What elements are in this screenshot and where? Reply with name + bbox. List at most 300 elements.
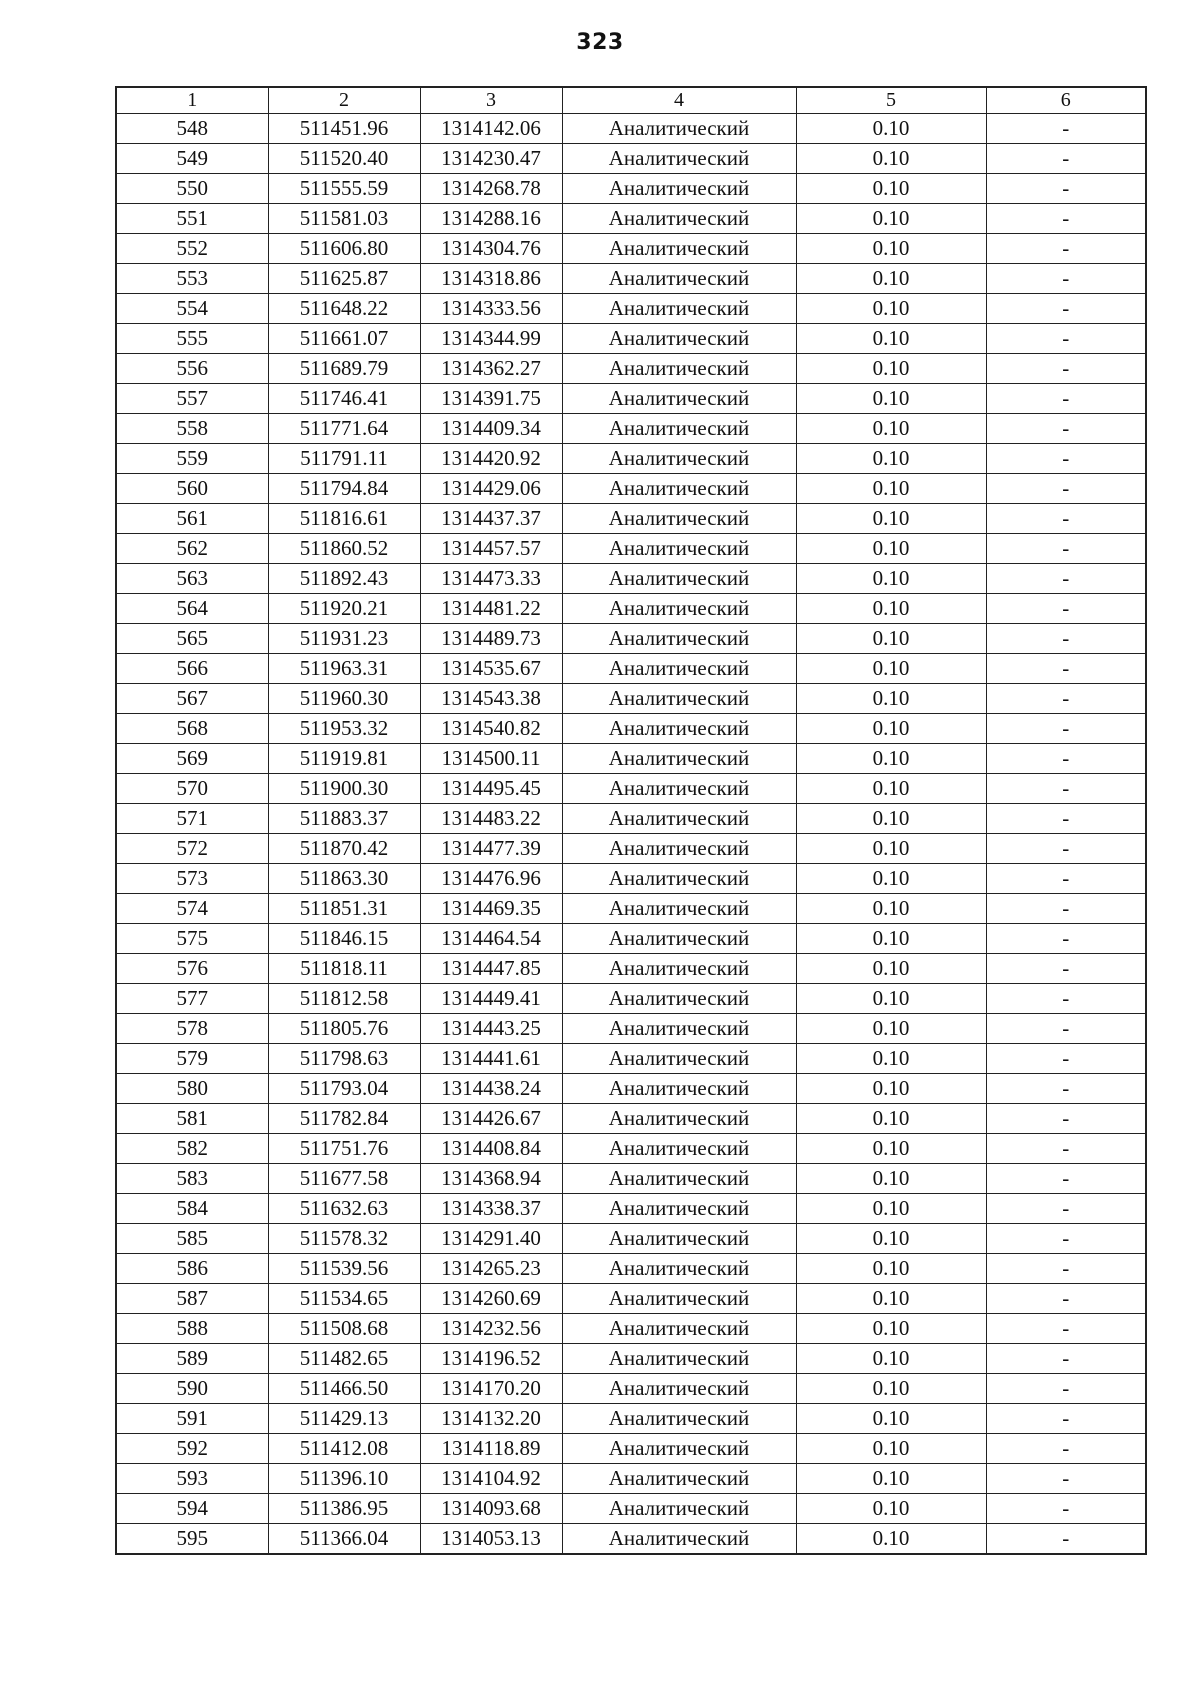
point-number-cell: 566 (116, 654, 268, 684)
point-number-cell: 557 (116, 384, 268, 414)
point-number-cell: 567 (116, 684, 268, 714)
accuracy-cell: 0.10 (796, 474, 986, 504)
table-row (116, 1164, 1146, 1194)
accuracy-cell: 0.10 (796, 714, 986, 744)
note-cell: - (986, 624, 1146, 654)
note-cell: - (986, 714, 1146, 744)
accuracy-cell: 0.10 (796, 1224, 986, 1254)
column-header-3: 3 (420, 87, 562, 114)
table-row (116, 594, 1146, 624)
note-cell: - (986, 1074, 1146, 1104)
table-row (116, 924, 1146, 954)
note-cell: - (986, 354, 1146, 384)
accuracy-cell: 0.10 (796, 1464, 986, 1494)
coordinate-y-cell: 1314053.13 (420, 1524, 562, 1555)
table-row (116, 384, 1146, 414)
point-number-cell: 553 (116, 264, 268, 294)
coordinate-x-cell: 511661.07 (268, 324, 420, 354)
column-header-5: 5 (796, 87, 986, 114)
coordinate-x-cell: 511863.30 (268, 864, 420, 894)
accuracy-cell: 0.10 (796, 234, 986, 264)
table-row (116, 714, 1146, 744)
coordinate-y-cell: 1314540.82 (420, 714, 562, 744)
coordinate-x-cell: 511606.80 (268, 234, 420, 264)
coordinate-x-cell: 511963.31 (268, 654, 420, 684)
point-number-cell: 582 (116, 1134, 268, 1164)
table-row (116, 774, 1146, 804)
method-cell: Аналитический (562, 1494, 796, 1524)
coordinate-x-cell: 511883.37 (268, 804, 420, 834)
point-number-cell: 561 (116, 504, 268, 534)
table-row (116, 414, 1146, 444)
coordinate-y-cell: 1314429.06 (420, 474, 562, 504)
coordinate-y-cell: 1314333.56 (420, 294, 562, 324)
note-cell: - (986, 594, 1146, 624)
coordinate-x-cell: 511805.76 (268, 1014, 420, 1044)
accuracy-cell: 0.10 (796, 114, 986, 144)
coordinate-x-cell: 511396.10 (268, 1464, 420, 1494)
accuracy-cell: 0.10 (796, 864, 986, 894)
coordinate-y-cell: 1314409.34 (420, 414, 562, 444)
table-body (116, 114, 1146, 1555)
table-row (116, 504, 1146, 534)
point-number-cell: 593 (116, 1464, 268, 1494)
accuracy-cell: 0.10 (796, 594, 986, 624)
table-row (116, 864, 1146, 894)
coordinate-x-cell: 511953.32 (268, 714, 420, 744)
coordinate-x-cell: 511900.30 (268, 774, 420, 804)
point-number-cell: 592 (116, 1434, 268, 1464)
table-row (116, 984, 1146, 1014)
table-row (116, 1434, 1146, 1464)
table-row (116, 1074, 1146, 1104)
column-header-1: 1 (116, 87, 268, 114)
table-row (116, 894, 1146, 924)
point-number-cell: 588 (116, 1314, 268, 1344)
table-row (116, 564, 1146, 594)
coordinate-x-cell: 511816.61 (268, 504, 420, 534)
point-number-cell: 580 (116, 1074, 268, 1104)
table-row (116, 1494, 1146, 1524)
note-cell: - (986, 1134, 1146, 1164)
accuracy-cell: 0.10 (796, 804, 986, 834)
coordinate-x-cell: 511466.50 (268, 1374, 420, 1404)
point-number-cell: 560 (116, 474, 268, 504)
table-row (116, 1464, 1146, 1494)
method-cell: Аналитический (562, 834, 796, 864)
point-number-cell: 555 (116, 324, 268, 354)
note-cell: - (986, 1434, 1146, 1464)
coordinate-y-cell: 1314268.78 (420, 174, 562, 204)
column-header-2: 2 (268, 87, 420, 114)
method-cell: Аналитический (562, 714, 796, 744)
note-cell: - (986, 1404, 1146, 1434)
table-row (116, 204, 1146, 234)
coordinate-y-cell: 1314464.54 (420, 924, 562, 954)
method-cell: Аналитический (562, 144, 796, 174)
method-cell: Аналитический (562, 354, 796, 384)
coordinate-y-cell: 1314230.47 (420, 144, 562, 174)
table-row (116, 264, 1146, 294)
method-cell: Аналитический (562, 264, 796, 294)
note-cell: - (986, 144, 1146, 174)
point-number-cell: 584 (116, 1194, 268, 1224)
point-number-cell: 554 (116, 294, 268, 324)
coordinate-x-cell: 511782.84 (268, 1104, 420, 1134)
method-cell: Аналитический (562, 234, 796, 264)
coordinate-y-cell: 1314469.35 (420, 894, 562, 924)
method-cell: Аналитический (562, 804, 796, 834)
note-cell: - (986, 1254, 1146, 1284)
point-number-cell: 550 (116, 174, 268, 204)
method-cell: Аналитический (562, 744, 796, 774)
table-row (116, 174, 1146, 204)
accuracy-cell: 0.10 (796, 684, 986, 714)
method-cell: Аналитический (562, 204, 796, 234)
point-number-cell: 578 (116, 1014, 268, 1044)
accuracy-cell: 0.10 (796, 324, 986, 354)
coordinate-y-cell: 1314457.57 (420, 534, 562, 564)
accuracy-cell: 0.10 (796, 1314, 986, 1344)
note-cell: - (986, 264, 1146, 294)
point-number-cell: 570 (116, 774, 268, 804)
method-cell: Аналитический (562, 384, 796, 414)
note-cell: - (986, 1014, 1146, 1044)
note-cell: - (986, 174, 1146, 204)
point-number-cell: 585 (116, 1224, 268, 1254)
accuracy-cell: 0.10 (796, 534, 986, 564)
coordinate-y-cell: 1314441.61 (420, 1044, 562, 1074)
column-header-6: 6 (986, 87, 1146, 114)
coordinate-y-cell: 1314093.68 (420, 1494, 562, 1524)
accuracy-cell: 0.10 (796, 1404, 986, 1434)
coordinate-x-cell: 511931.23 (268, 624, 420, 654)
table-row (116, 624, 1146, 654)
coordinate-y-cell: 1314391.75 (420, 384, 562, 414)
accuracy-cell: 0.10 (796, 1134, 986, 1164)
coordinate-x-cell: 511520.40 (268, 144, 420, 174)
coordinate-x-cell: 511625.87 (268, 264, 420, 294)
accuracy-cell: 0.10 (796, 624, 986, 654)
coordinate-y-cell: 1314338.37 (420, 1194, 562, 1224)
note-cell: - (986, 864, 1146, 894)
coordinate-y-cell: 1314368.94 (420, 1164, 562, 1194)
coordinate-x-cell: 511539.56 (268, 1254, 420, 1284)
method-cell: Аналитический (562, 1524, 796, 1555)
method-cell: Аналитический (562, 444, 796, 474)
point-number-cell: 576 (116, 954, 268, 984)
coordinate-y-cell: 1314344.99 (420, 324, 562, 354)
method-cell: Аналитический (562, 954, 796, 984)
method-cell: Аналитический (562, 594, 796, 624)
accuracy-cell: 0.10 (796, 1074, 986, 1104)
accuracy-cell: 0.10 (796, 654, 986, 684)
table-row (116, 1104, 1146, 1134)
table-row (116, 654, 1146, 684)
coordinate-y-cell: 1314426.67 (420, 1104, 562, 1134)
point-number-cell: 571 (116, 804, 268, 834)
coordinate-x-cell: 511648.22 (268, 294, 420, 324)
accuracy-cell: 0.10 (796, 984, 986, 1014)
coordinate-x-cell: 511892.43 (268, 564, 420, 594)
coordinate-x-cell: 511860.52 (268, 534, 420, 564)
table-row (116, 114, 1146, 144)
method-cell: Аналитический (562, 324, 796, 354)
method-cell: Аналитический (562, 774, 796, 804)
point-number-cell: 590 (116, 1374, 268, 1404)
coordinate-x-cell: 511870.42 (268, 834, 420, 864)
table-row (116, 294, 1146, 324)
note-cell: - (986, 474, 1146, 504)
method-cell: Аналитический (562, 864, 796, 894)
note-cell: - (986, 114, 1146, 144)
point-number-cell: 587 (116, 1284, 268, 1314)
coordinate-y-cell: 1314118.89 (420, 1434, 562, 1464)
point-number-cell: 568 (116, 714, 268, 744)
column-header-4: 4 (562, 87, 796, 114)
accuracy-cell: 0.10 (796, 744, 986, 774)
note-cell: - (986, 534, 1146, 564)
accuracy-cell: 0.10 (796, 444, 986, 474)
coordinate-x-cell: 511746.41 (268, 384, 420, 414)
accuracy-cell: 0.10 (796, 1524, 986, 1555)
point-number-cell: 595 (116, 1524, 268, 1555)
coordinate-x-cell: 511534.65 (268, 1284, 420, 1314)
table-row (116, 1374, 1146, 1404)
method-cell: Аналитический (562, 1434, 796, 1464)
method-cell: Аналитический (562, 294, 796, 324)
method-cell: Аналитический (562, 1014, 796, 1044)
point-number-cell: 583 (116, 1164, 268, 1194)
coordinate-x-cell: 511851.31 (268, 894, 420, 924)
table-row (116, 234, 1146, 264)
coordinate-x-cell: 511919.81 (268, 744, 420, 774)
table-row (116, 1254, 1146, 1284)
coordinate-y-cell: 1314104.92 (420, 1464, 562, 1494)
method-cell: Аналитический (562, 1284, 796, 1314)
method-cell: Аналитический (562, 174, 796, 204)
coordinate-y-cell: 1314132.20 (420, 1404, 562, 1434)
point-number-cell: 591 (116, 1404, 268, 1434)
point-number-cell: 572 (116, 834, 268, 864)
coordinate-y-cell: 1314535.67 (420, 654, 562, 684)
table-row (116, 1224, 1146, 1254)
note-cell: - (986, 744, 1146, 774)
coordinate-y-cell: 1314437.37 (420, 504, 562, 534)
header-row (116, 87, 1146, 114)
accuracy-cell: 0.10 (796, 774, 986, 804)
coordinate-y-cell: 1314449.41 (420, 984, 562, 1014)
coordinate-x-cell: 511920.21 (268, 594, 420, 624)
coordinate-y-cell: 1314483.22 (420, 804, 562, 834)
table-row (116, 1014, 1146, 1044)
coordinate-x-cell: 511791.11 (268, 444, 420, 474)
note-cell: - (986, 894, 1146, 924)
point-number-cell: 551 (116, 204, 268, 234)
point-number-cell: 556 (116, 354, 268, 384)
coordinate-x-cell: 511386.95 (268, 1494, 420, 1524)
table-row (116, 1404, 1146, 1434)
method-cell: Аналитический (562, 654, 796, 684)
coordinate-y-cell: 1314420.92 (420, 444, 562, 474)
coordinate-x-cell: 511578.32 (268, 1224, 420, 1254)
method-cell: Аналитический (562, 1194, 796, 1224)
table-row (116, 1314, 1146, 1344)
accuracy-cell: 0.10 (796, 1164, 986, 1194)
coordinate-y-cell: 1314142.06 (420, 114, 562, 144)
method-cell: Аналитический (562, 1254, 796, 1284)
coordinate-x-cell: 511508.68 (268, 1314, 420, 1344)
note-cell: - (986, 1044, 1146, 1074)
coordinate-x-cell: 511366.04 (268, 1524, 420, 1555)
coordinate-x-cell: 511482.65 (268, 1344, 420, 1374)
coordinate-y-cell: 1314447.85 (420, 954, 562, 984)
table-row (116, 954, 1146, 984)
point-number-cell: 589 (116, 1344, 268, 1374)
table-row (116, 534, 1146, 564)
coordinate-y-cell: 1314265.23 (420, 1254, 562, 1284)
method-cell: Аналитический (562, 1464, 796, 1494)
point-number-cell: 552 (116, 234, 268, 264)
table-row (116, 1344, 1146, 1374)
accuracy-cell: 0.10 (796, 144, 986, 174)
coordinate-x-cell: 511632.63 (268, 1194, 420, 1224)
coordinate-x-cell: 511429.13 (268, 1404, 420, 1434)
coordinate-y-cell: 1314362.27 (420, 354, 562, 384)
coordinate-y-cell: 1314318.86 (420, 264, 562, 294)
table-row (116, 1044, 1146, 1074)
coordinate-x-cell: 511960.30 (268, 684, 420, 714)
coordinate-y-cell: 1314495.45 (420, 774, 562, 804)
note-cell: - (986, 1524, 1146, 1555)
accuracy-cell: 0.10 (796, 1344, 986, 1374)
coordinate-y-cell: 1314408.84 (420, 1134, 562, 1164)
method-cell: Аналитический (562, 114, 796, 144)
table-row (116, 1194, 1146, 1224)
accuracy-cell: 0.10 (796, 414, 986, 444)
note-cell: - (986, 204, 1146, 234)
point-number-cell: 586 (116, 1254, 268, 1284)
table-header (116, 87, 1146, 114)
table-row (116, 444, 1146, 474)
note-cell: - (986, 1284, 1146, 1314)
point-number-cell: 558 (116, 414, 268, 444)
coordinate-y-cell: 1314196.52 (420, 1344, 562, 1374)
coordinate-y-cell: 1314288.16 (420, 204, 562, 234)
accuracy-cell: 0.10 (796, 1374, 986, 1404)
point-number-cell: 579 (116, 1044, 268, 1074)
method-cell: Аналитический (562, 684, 796, 714)
note-cell: - (986, 1194, 1146, 1224)
point-number-cell: 564 (116, 594, 268, 624)
accuracy-cell: 0.10 (796, 384, 986, 414)
note-cell: - (986, 294, 1146, 324)
method-cell: Аналитический (562, 1164, 796, 1194)
method-cell: Аналитический (562, 894, 796, 924)
point-number-cell: 562 (116, 534, 268, 564)
coordinate-x-cell: 511794.84 (268, 474, 420, 504)
note-cell: - (986, 654, 1146, 684)
note-cell: - (986, 234, 1146, 264)
method-cell: Аналитический (562, 1314, 796, 1344)
table-row (116, 744, 1146, 774)
coordinate-y-cell: 1314232.56 (420, 1314, 562, 1344)
coordinate-x-cell: 511818.11 (268, 954, 420, 984)
note-cell: - (986, 984, 1146, 1014)
note-cell: - (986, 1464, 1146, 1494)
point-number-cell: 548 (116, 114, 268, 144)
table-row (116, 804, 1146, 834)
accuracy-cell: 0.10 (796, 564, 986, 594)
method-cell: Аналитический (562, 534, 796, 564)
accuracy-cell: 0.10 (796, 924, 986, 954)
note-cell: - (986, 1314, 1146, 1344)
method-cell: Аналитический (562, 504, 796, 534)
coordinate-x-cell: 511451.96 (268, 114, 420, 144)
coordinate-y-cell: 1314477.39 (420, 834, 562, 864)
point-number-cell: 559 (116, 444, 268, 474)
accuracy-cell: 0.10 (796, 1434, 986, 1464)
accuracy-cell: 0.10 (796, 354, 986, 384)
accuracy-cell: 0.10 (796, 264, 986, 294)
table-row (116, 1134, 1146, 1164)
table-row (116, 144, 1146, 174)
table-row (116, 1524, 1146, 1555)
point-number-cell: 577 (116, 984, 268, 1014)
accuracy-cell: 0.10 (796, 834, 986, 864)
method-cell: Аналитический (562, 1104, 796, 1134)
coordinate-x-cell: 511793.04 (268, 1074, 420, 1104)
table-row (116, 474, 1146, 504)
coordinate-x-cell: 511555.59 (268, 174, 420, 204)
note-cell: - (986, 504, 1146, 534)
coordinate-y-cell: 1314260.69 (420, 1284, 562, 1314)
accuracy-cell: 0.10 (796, 954, 986, 984)
accuracy-cell: 0.10 (796, 1194, 986, 1224)
table-row (116, 324, 1146, 354)
method-cell: Аналитический (562, 1344, 796, 1374)
note-cell: - (986, 1164, 1146, 1194)
note-cell: - (986, 564, 1146, 594)
coordinate-x-cell: 511677.58 (268, 1164, 420, 1194)
point-number-cell: 594 (116, 1494, 268, 1524)
note-cell: - (986, 774, 1146, 804)
accuracy-cell: 0.10 (796, 1284, 986, 1314)
note-cell: - (986, 684, 1146, 714)
accuracy-cell: 0.10 (796, 1044, 986, 1074)
method-cell: Аналитический (562, 984, 796, 1014)
note-cell: - (986, 804, 1146, 834)
coordinate-y-cell: 1314443.25 (420, 1014, 562, 1044)
point-number-cell: 569 (116, 744, 268, 774)
table-row (116, 354, 1146, 384)
coordinate-y-cell: 1314476.96 (420, 864, 562, 894)
table-row (116, 1284, 1146, 1314)
note-cell: - (986, 444, 1146, 474)
coordinate-y-cell: 1314481.22 (420, 594, 562, 624)
accuracy-cell: 0.10 (796, 204, 986, 234)
method-cell: Аналитический (562, 1374, 796, 1404)
page-number: 323 (576, 30, 624, 55)
coordinate-x-cell: 511751.76 (268, 1134, 420, 1164)
coordinate-y-cell: 1314543.38 (420, 684, 562, 714)
accuracy-cell: 0.10 (796, 174, 986, 204)
method-cell: Аналитический (562, 1074, 796, 1104)
method-cell: Аналитический (562, 924, 796, 954)
coordinate-x-cell: 511812.58 (268, 984, 420, 1014)
coordinate-x-cell: 511771.64 (268, 414, 420, 444)
coordinate-y-cell: 1314291.40 (420, 1224, 562, 1254)
